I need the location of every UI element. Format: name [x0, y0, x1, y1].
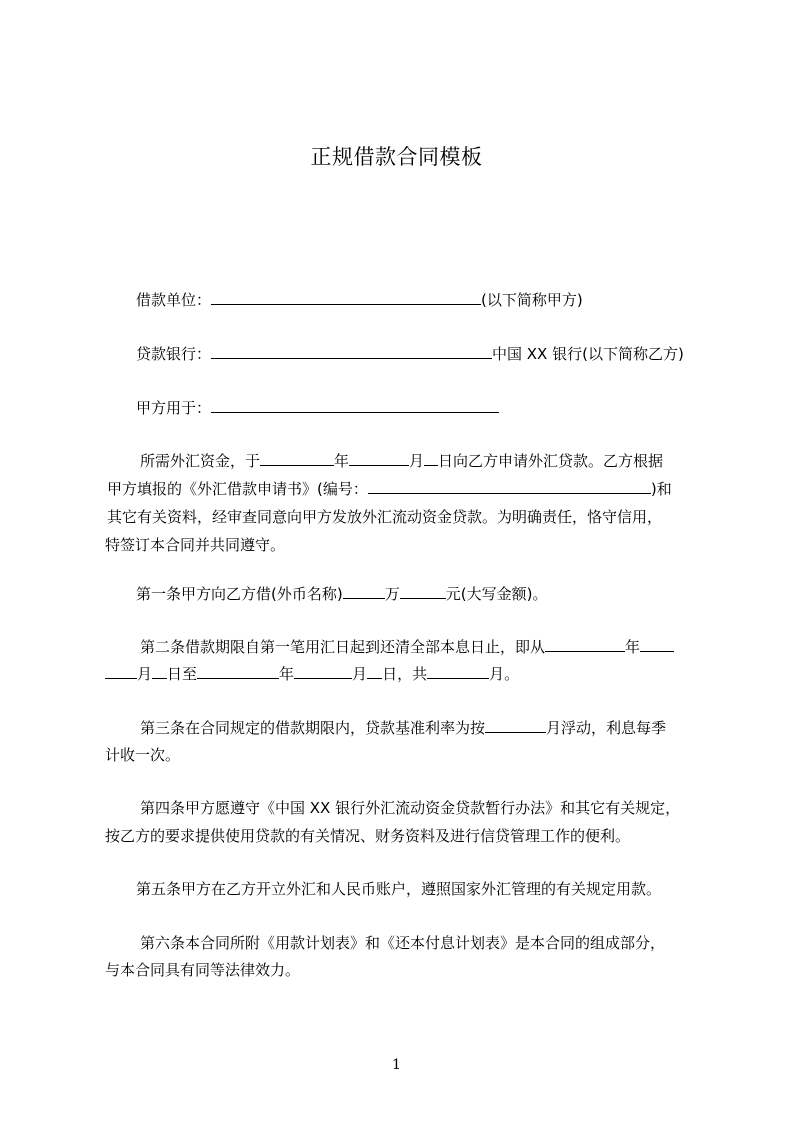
bank-suffix: 中国 XX 银行(以下简称乙方) — [492, 345, 684, 363]
art1-text-b: 万 — [384, 585, 400, 603]
art2-start-month-blank-a — [640, 637, 674, 652]
art2-text-month: 月 — [137, 665, 153, 683]
art2-text-a: 第二条借款期限自第一笔用汇日起到还清全部本息日止，即从 — [140, 638, 546, 656]
use-label: 甲方用于： — [136, 399, 212, 417]
art2-end-month-blank — [294, 664, 352, 679]
art2-start-day-blank — [152, 664, 167, 679]
art2-text-month-2: 月 — [352, 665, 368, 683]
bank-blank — [211, 344, 492, 359]
bank-label: 贷款银行： — [136, 345, 212, 363]
p1-text-e: 甲方填报的《外汇借款申请书》(编号： — [107, 480, 368, 498]
art2-end-year-blank — [197, 664, 279, 679]
art2-total-months-blank — [427, 664, 489, 679]
art2-text-total: 日，共 — [382, 665, 428, 683]
p1-text-f: )和 — [650, 480, 672, 498]
art1-text-c: 元(大写金额)。 — [445, 585, 548, 603]
article-3-line-2: 计收一次。 — [105, 746, 181, 764]
art3-text-a: 第三条在合同规定的借款期限内，贷款基准利率为按 — [140, 719, 486, 737]
art1-ten-thousand-blank — [343, 584, 385, 599]
page-number: 1 — [392, 1057, 401, 1073]
article-4-line-1: 第四条甲方愿遵守《中国 XX 银行外汇流动资金贷款暂行办法》和其它有关规定， — [140, 799, 681, 817]
paragraph-1-line-4: 特签订本合同并共同遵守。 — [105, 536, 286, 554]
p1-text-year: 年 — [334, 452, 350, 470]
p1-text-a: 所需外汇资金，于 — [140, 452, 261, 470]
use-field-line — [136, 398, 499, 418]
borrower-suffix: (以下简称甲方) — [481, 291, 583, 309]
p1-text-month: 月 — [409, 452, 425, 470]
article-1-line-1 — [136, 584, 547, 604]
article-2-line-1 — [140, 637, 674, 657]
borrower-blank — [211, 290, 481, 305]
art3-month-blank — [485, 718, 546, 733]
art1-text-a: 第一条甲方向乙方借(外币名称) — [136, 585, 343, 603]
borrower-field-line — [136, 290, 583, 310]
borrower-label: 借款单位： — [136, 291, 212, 309]
art2-text-to: 日至 — [167, 665, 198, 683]
article-2-line-2 — [105, 664, 519, 684]
art2-text-h: 月。 — [489, 665, 520, 683]
p1-number-blank — [368, 479, 651, 494]
paragraph-1-line-1 — [140, 451, 663, 471]
art2-text-year: 年 — [625, 638, 641, 656]
document-title: 正规借款合同模板 — [310, 145, 483, 169]
p1-text-d: 日向乙方申请外汇贷款。乙方根据 — [438, 452, 664, 470]
article-6-line-1: 第六条本合同所附《用款计划表》和《还本付息计划表》是本合同的组成部分， — [140, 934, 666, 952]
art2-start-month-blank-b — [105, 664, 137, 679]
use-blank — [211, 398, 499, 413]
art2-end-day-blank — [367, 664, 382, 679]
article-4-line-2: 按乙方的要求提供使用贷款的有关情况、财务资料及进行信贷管理工作的便利。 — [105, 827, 631, 845]
paragraph-1-line-2 — [107, 479, 672, 499]
bank-field-line — [136, 344, 684, 364]
art2-text-year-2: 年 — [279, 665, 295, 683]
article-6-line-2: 与本合同具有同等法律效力。 — [105, 961, 301, 979]
article-5-line-1: 第五条甲方在乙方开立外汇和人民币账户，遵照国家外汇管理的有关规定用款。 — [136, 880, 662, 898]
article-3-line-1 — [140, 718, 666, 738]
art3-text-b: 月浮动，利息每季 — [546, 719, 667, 737]
art2-start-year-blank — [545, 637, 625, 652]
art1-yuan-blank — [400, 584, 446, 599]
p1-month-blank — [349, 451, 409, 466]
paragraph-1-line-3: 其它有关资料，经审查同意向甲方发放外汇流动资金贷款。为明确责任，恪守信用， — [107, 508, 663, 526]
p1-day-blank — [424, 451, 438, 466]
p1-year-blank — [260, 451, 334, 466]
